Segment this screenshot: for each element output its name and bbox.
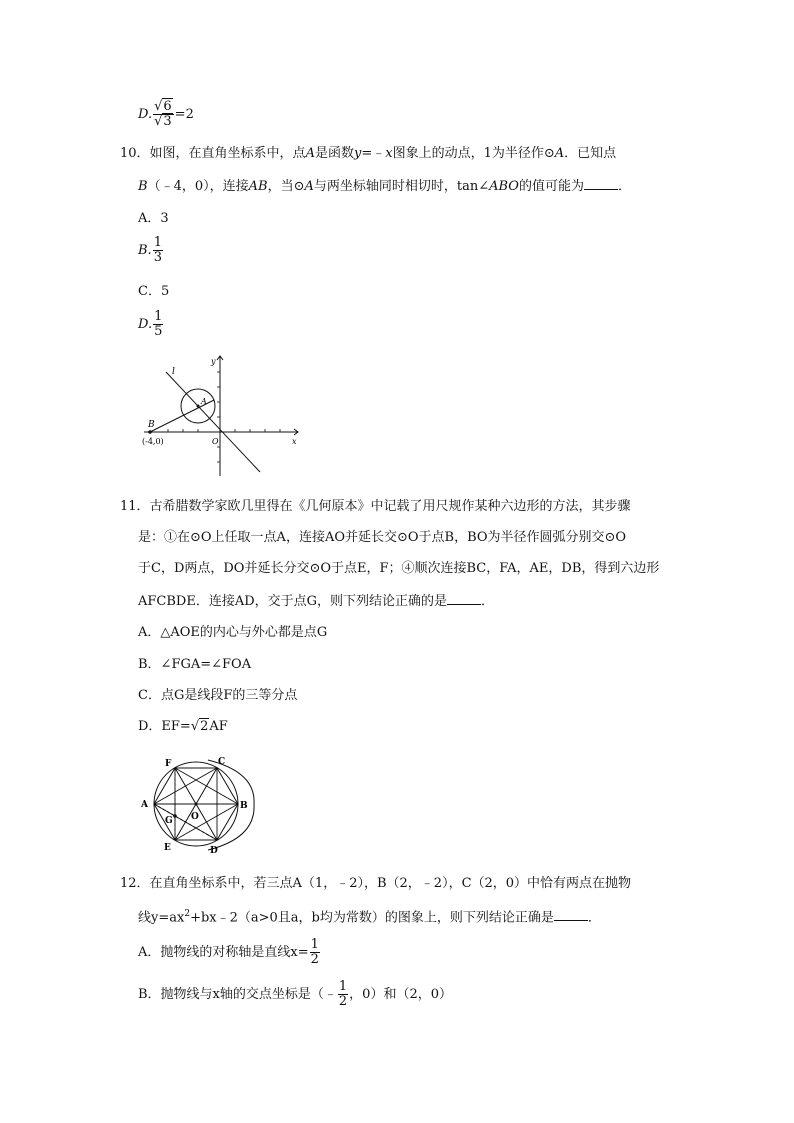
label-b: B bbox=[148, 420, 155, 430]
q11-option-c: C．点G是线段F的三等分点 bbox=[138, 688, 298, 703]
label-o: O bbox=[191, 812, 199, 822]
q10-option-a: A．3 bbox=[138, 211, 169, 226]
point-a bbox=[197, 405, 200, 408]
q9-option-d: D. $\frac{√6}{√3}$ =2 bbox=[138, 99, 194, 129]
line-l bbox=[166, 372, 260, 472]
fraction: $\frac{1}{5}$ bbox=[154, 309, 163, 339]
label-c: C bbox=[218, 757, 226, 767]
q11-stem-line1: 11．古希腊数学家欧几里得在《几何原本》中记载了用尺规作某种六边形的方法，其步骤 bbox=[120, 499, 631, 514]
q11-option-b: B．∠FGA=∠FOA bbox=[138, 657, 252, 672]
answer-blank bbox=[554, 908, 588, 921]
segment-ad bbox=[154, 804, 217, 840]
fraction: $\frac{√6}{√3}$ bbox=[154, 99, 172, 129]
label-d: D bbox=[210, 846, 218, 856]
q11-option-a: A．△AOE的内心与外心都是点G bbox=[138, 625, 328, 640]
q12-stem-line2: 线$y=ax^2+bx﹣2(a>0$且a，b均为常数）的图象上，则下列结论正确是 ． bbox=[138, 909, 601, 926]
label-coord: (-4,0) bbox=[142, 437, 164, 446]
q10-option-c: C．5 bbox=[138, 284, 170, 299]
point-g bbox=[173, 814, 177, 818]
label-f: F bbox=[165, 759, 172, 769]
label-x: x bbox=[292, 437, 297, 446]
fraction: $\frac{1}{2}$ bbox=[310, 937, 319, 967]
label-g: G bbox=[165, 816, 173, 826]
label-e: E bbox=[164, 843, 171, 853]
option-label: D. bbox=[138, 107, 153, 122]
point-b bbox=[148, 430, 152, 434]
answer-blank bbox=[584, 177, 618, 190]
q12-option-b: B．抛物线与x轴的交点坐标是（﹣ $\frac{1}{2}$ ，0）和（2，0） bbox=[138, 979, 452, 1009]
q11-stem-line3: 于C，D两点，DO并延长分交⊙O于点E，F；④顺次连接BC，FA，AE，DB，得到六边形 bbox=[138, 561, 660, 576]
q10-stem-line1: 10．如图，在直角坐标系中，点A是函数y=﹣x图象上的动点，1为半径作⊙A．已知点 bbox=[120, 146, 617, 161]
q11-figure bbox=[138, 752, 258, 858]
label-y: y bbox=[211, 357, 216, 366]
q10-option-d: D. $\frac{1}{5}$ bbox=[138, 309, 163, 339]
label-a: A bbox=[141, 800, 148, 810]
label-o: O bbox=[212, 437, 219, 446]
q12-option-a: A．抛物线的对称轴是直线x= $\frac{1}{2}$ bbox=[138, 937, 319, 967]
q11-stem-line4: AFCBDE．连接AD，交于点G，则下列结论正确的是 ． bbox=[138, 594, 495, 609]
answer-blank bbox=[447, 592, 481, 605]
label-b: B bbox=[240, 801, 248, 811]
q11-stem-line2: 是：①在⊙O上任取一点A，连接AO并延长交⊙O于点B，BO为半径作圆弧分别交⊙O bbox=[138, 530, 627, 545]
q11-option-d: D．EF=√2AF bbox=[138, 719, 228, 734]
q10-figure bbox=[138, 352, 308, 482]
q10-stem-line2: B（﹣4，0），连接AB，当⊙A与两坐标轴同时相切时，tan∠ABO的值可能为 ． bbox=[138, 179, 631, 194]
q12-stem-line1: 12．在直角坐标系中，若三点A（1，﹣2），B（2，﹣2），C（2，0）中恰有两点在抛物 bbox=[120, 876, 632, 891]
q10-option-b: B. $\frac{1}{3}$ bbox=[138, 235, 162, 265]
label-l: l bbox=[172, 367, 175, 377]
fraction: $\frac{1}{2}$ bbox=[338, 979, 348, 1009]
label-a: A bbox=[201, 397, 207, 406]
point-o bbox=[195, 803, 198, 806]
fraction: $\frac{1}{3}$ bbox=[153, 235, 162, 265]
